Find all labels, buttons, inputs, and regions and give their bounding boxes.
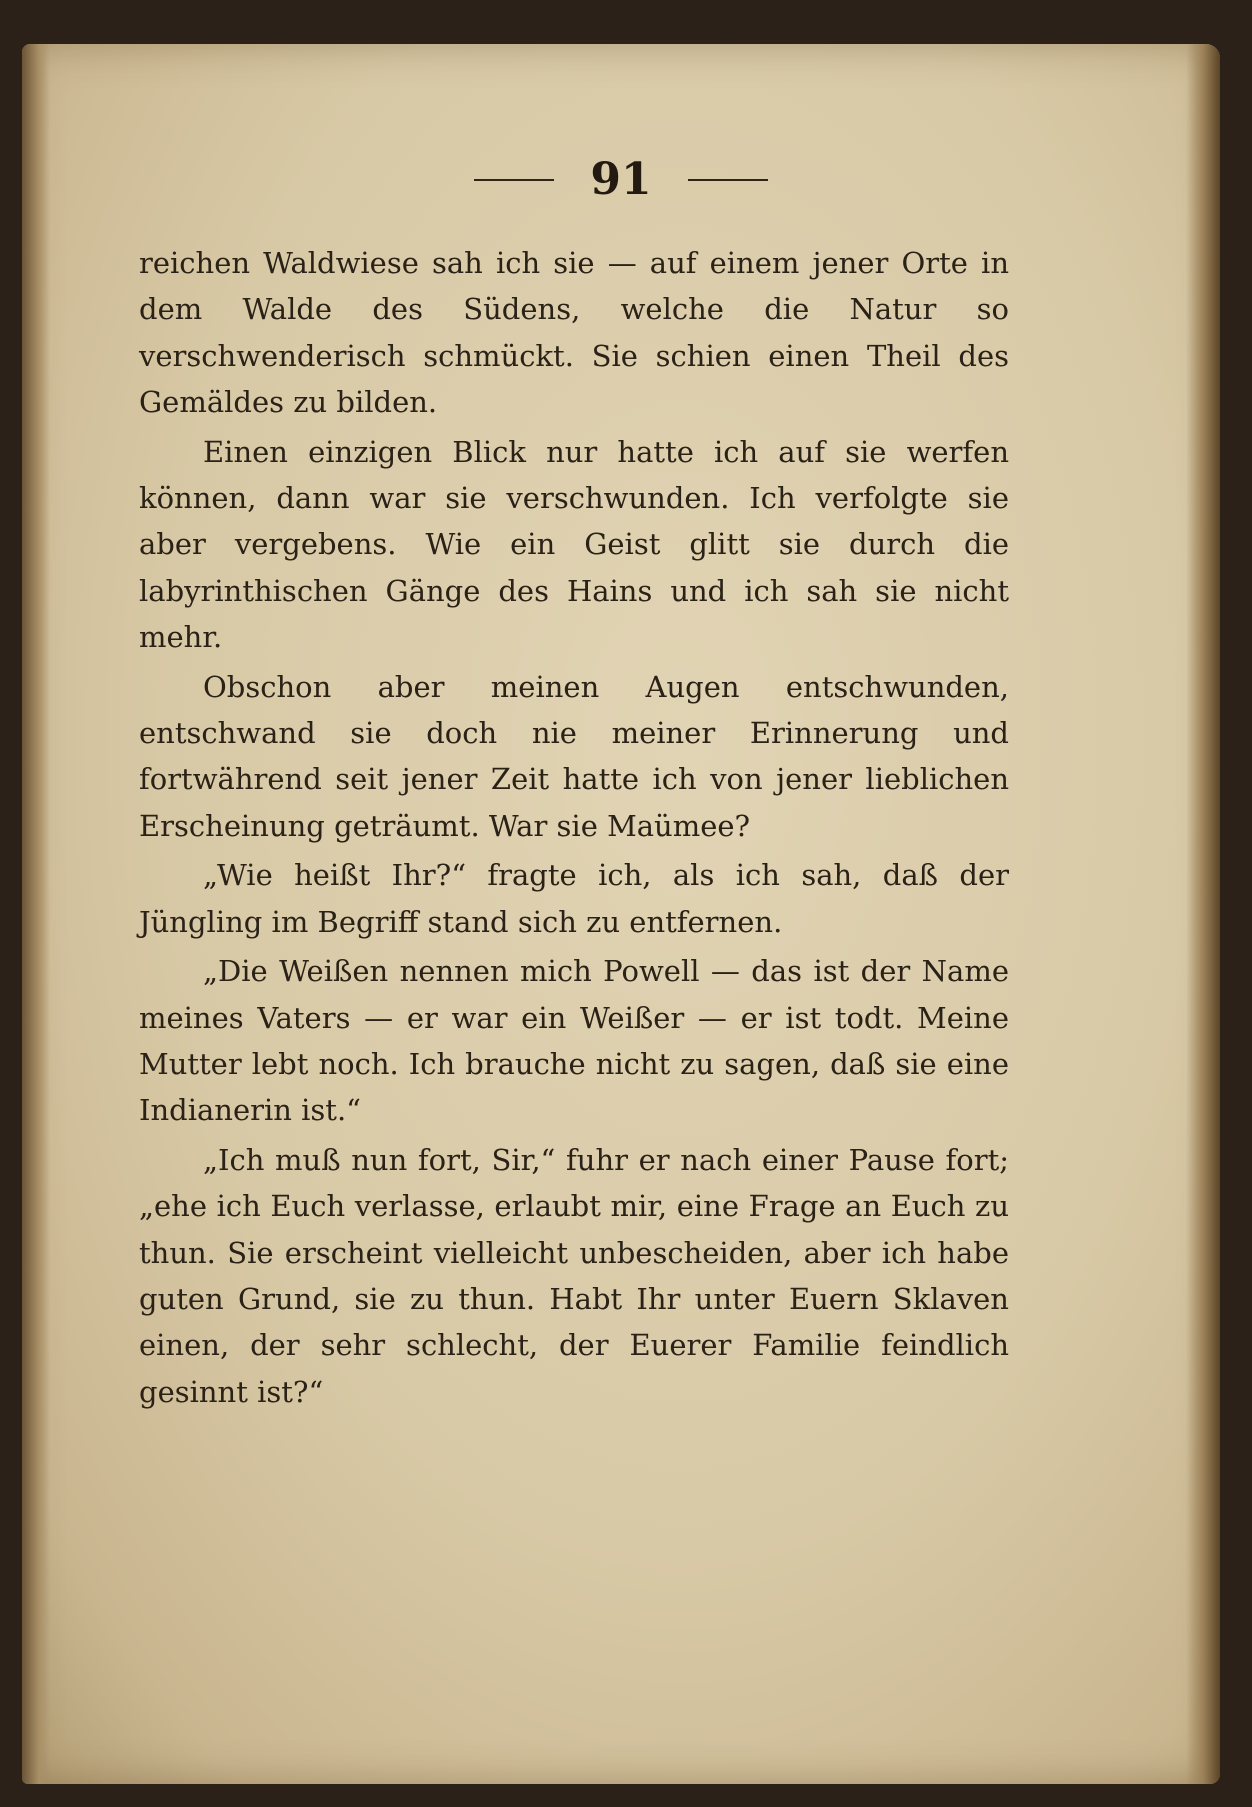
page-number: 91 (590, 154, 652, 205)
page-edge-right (1186, 44, 1220, 1784)
page-header (22, 154, 1220, 224)
header-rule-right (688, 179, 768, 181)
paragraph: Einen einzigen Blick nur hatte ich auf sie werfen können, dann war sie verschwunden. Ich verfolgte sie aber vergebens. Wie ein Geist glitt sie durch die labyrinthischen Gänge des Hains und ich sah sie nicht mehr. (139, 434, 1009, 655)
paragraph: „Die Weißen nennen mich Powell — das ist der Name meines Vaters — er war ein Weißer — er ist todt. Meine Mutter lebt noch. Ich brauche nicht zu sagen, daß sie eine Indianerin ist.“ (139, 954, 1009, 1128)
book-page (22, 44, 1220, 1784)
body-text (139, 240, 1009, 1418)
paragraph: Obschon aber meinen Augen entschwunden, entschwand sie doch nie meiner Erinnerung und fortwährend seit jener Zeit hatte ich von jener lieblichen Erscheinung geträumt. War sie Maümee? (139, 669, 1009, 843)
paragraph: reichen Waldwiese sah ich sie — auf einem jener Orte in dem Walde des Südens, welche die Natur so verschwenderisch schmückt. Sie schien einen Theil des Gemäldes zu bilden. (139, 246, 1009, 420)
header-rule-left (474, 179, 554, 181)
paragraph: „Ich muß nun fort, Sir,“ fuhr er nach einer Pause fort; „ehe ich Euch verlasse, erlaubt mir, eine Frage an Euch zu thun. Sie erscheint vielleicht unbescheiden, aber ich habe guten Grund, sie zu thun. Habt Ihr unter Euern Sklaven einen, der sehr schlecht, der Euerer Familie feindlich gesinnt ist?“ (139, 1142, 1009, 1409)
page-edge-left (22, 44, 50, 1784)
paragraph: „Wie heißt Ihr?“ fragte ich, als ich sah, daß der Jüngling im Begriff stand sich zu entfernen. (139, 858, 1009, 939)
